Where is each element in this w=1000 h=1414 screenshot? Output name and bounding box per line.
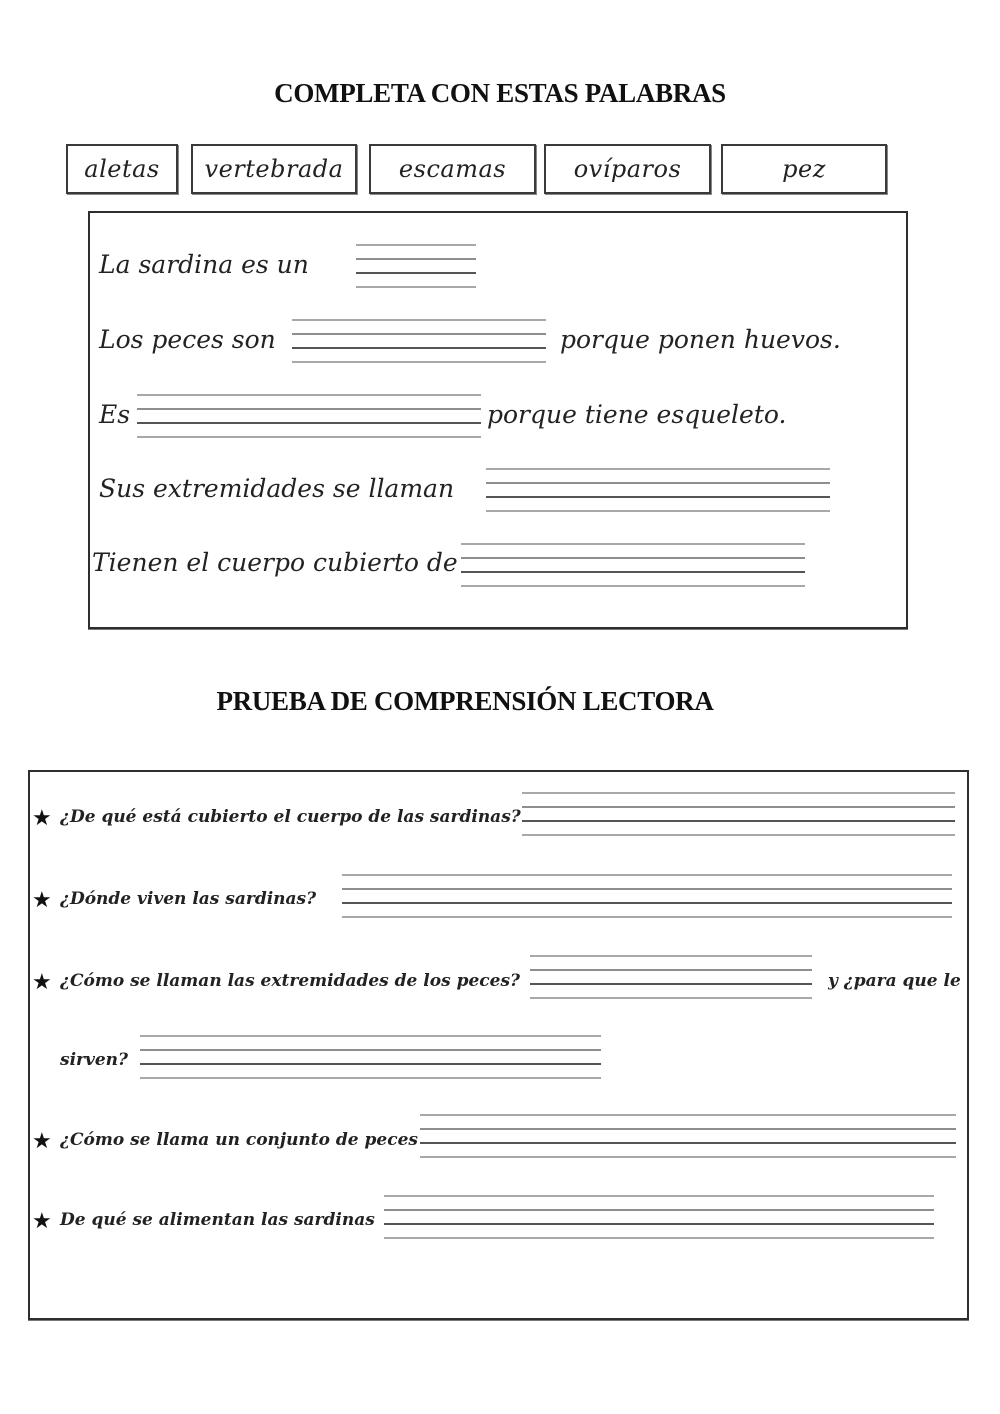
- question-text: ¿Cómo se llaman las extremidades de los peces?: [60, 971, 520, 991]
- word-bank-item: vertebrada: [191, 144, 357, 194]
- word-bank-item: pez: [721, 144, 887, 194]
- answer-line[interactable]: [420, 1114, 956, 1160]
- star-icon: ★: [32, 1129, 52, 1154]
- answer-line[interactable]: [461, 543, 805, 589]
- question-text: ¿Cómo se llama un conjunto de peces: [60, 1130, 418, 1150]
- sentence-text: Sus extremidades se llaman: [99, 474, 455, 503]
- answer-line[interactable]: [140, 1035, 601, 1081]
- word-bank-item: ovíparos: [544, 144, 711, 194]
- answer-line[interactable]: [342, 874, 952, 920]
- sentence-text: La sardina es un: [99, 250, 309, 279]
- sentence-text: Los peces son: [99, 325, 276, 354]
- answer-line[interactable]: [486, 468, 830, 514]
- section-title-completa: COMPLETA CON ESTAS PALABRAS: [274, 78, 726, 108]
- star-icon: ★: [32, 888, 52, 913]
- answer-line[interactable]: [384, 1195, 934, 1241]
- star-icon: ★: [32, 970, 52, 995]
- section-title-comprension: PRUEBA DE COMPRENSIÓN LECTORA: [216, 686, 714, 716]
- answer-line[interactable]: [522, 792, 955, 838]
- question-text: ¿De qué está cubierto el cuerpo de las sardinas?: [60, 807, 521, 827]
- sentence-text: Tienen el cuerpo cubierto de: [92, 548, 458, 577]
- word-bank-item: aletas: [66, 144, 178, 194]
- question-text: De qué se alimentan las sardinas: [60, 1210, 375, 1230]
- answer-line[interactable]: [356, 244, 476, 290]
- question-text-after: y ¿para que le: [828, 971, 961, 991]
- star-icon: ★: [32, 1209, 52, 1234]
- star-icon: ★: [32, 806, 52, 831]
- sentence-text-after: porque ponen huevos.: [560, 325, 841, 354]
- answer-line[interactable]: [530, 955, 812, 1001]
- word-bank-item: escamas: [369, 144, 536, 194]
- sentence-text: Es: [99, 400, 131, 429]
- answer-line[interactable]: [292, 319, 546, 365]
- question-text: ¿Dónde viven las sardinas?: [60, 889, 317, 909]
- sentence-text-after: porque tiene esqueleto.: [487, 400, 787, 429]
- question-continuation: sirven?: [60, 1050, 128, 1070]
- answer-line[interactable]: [137, 394, 481, 440]
